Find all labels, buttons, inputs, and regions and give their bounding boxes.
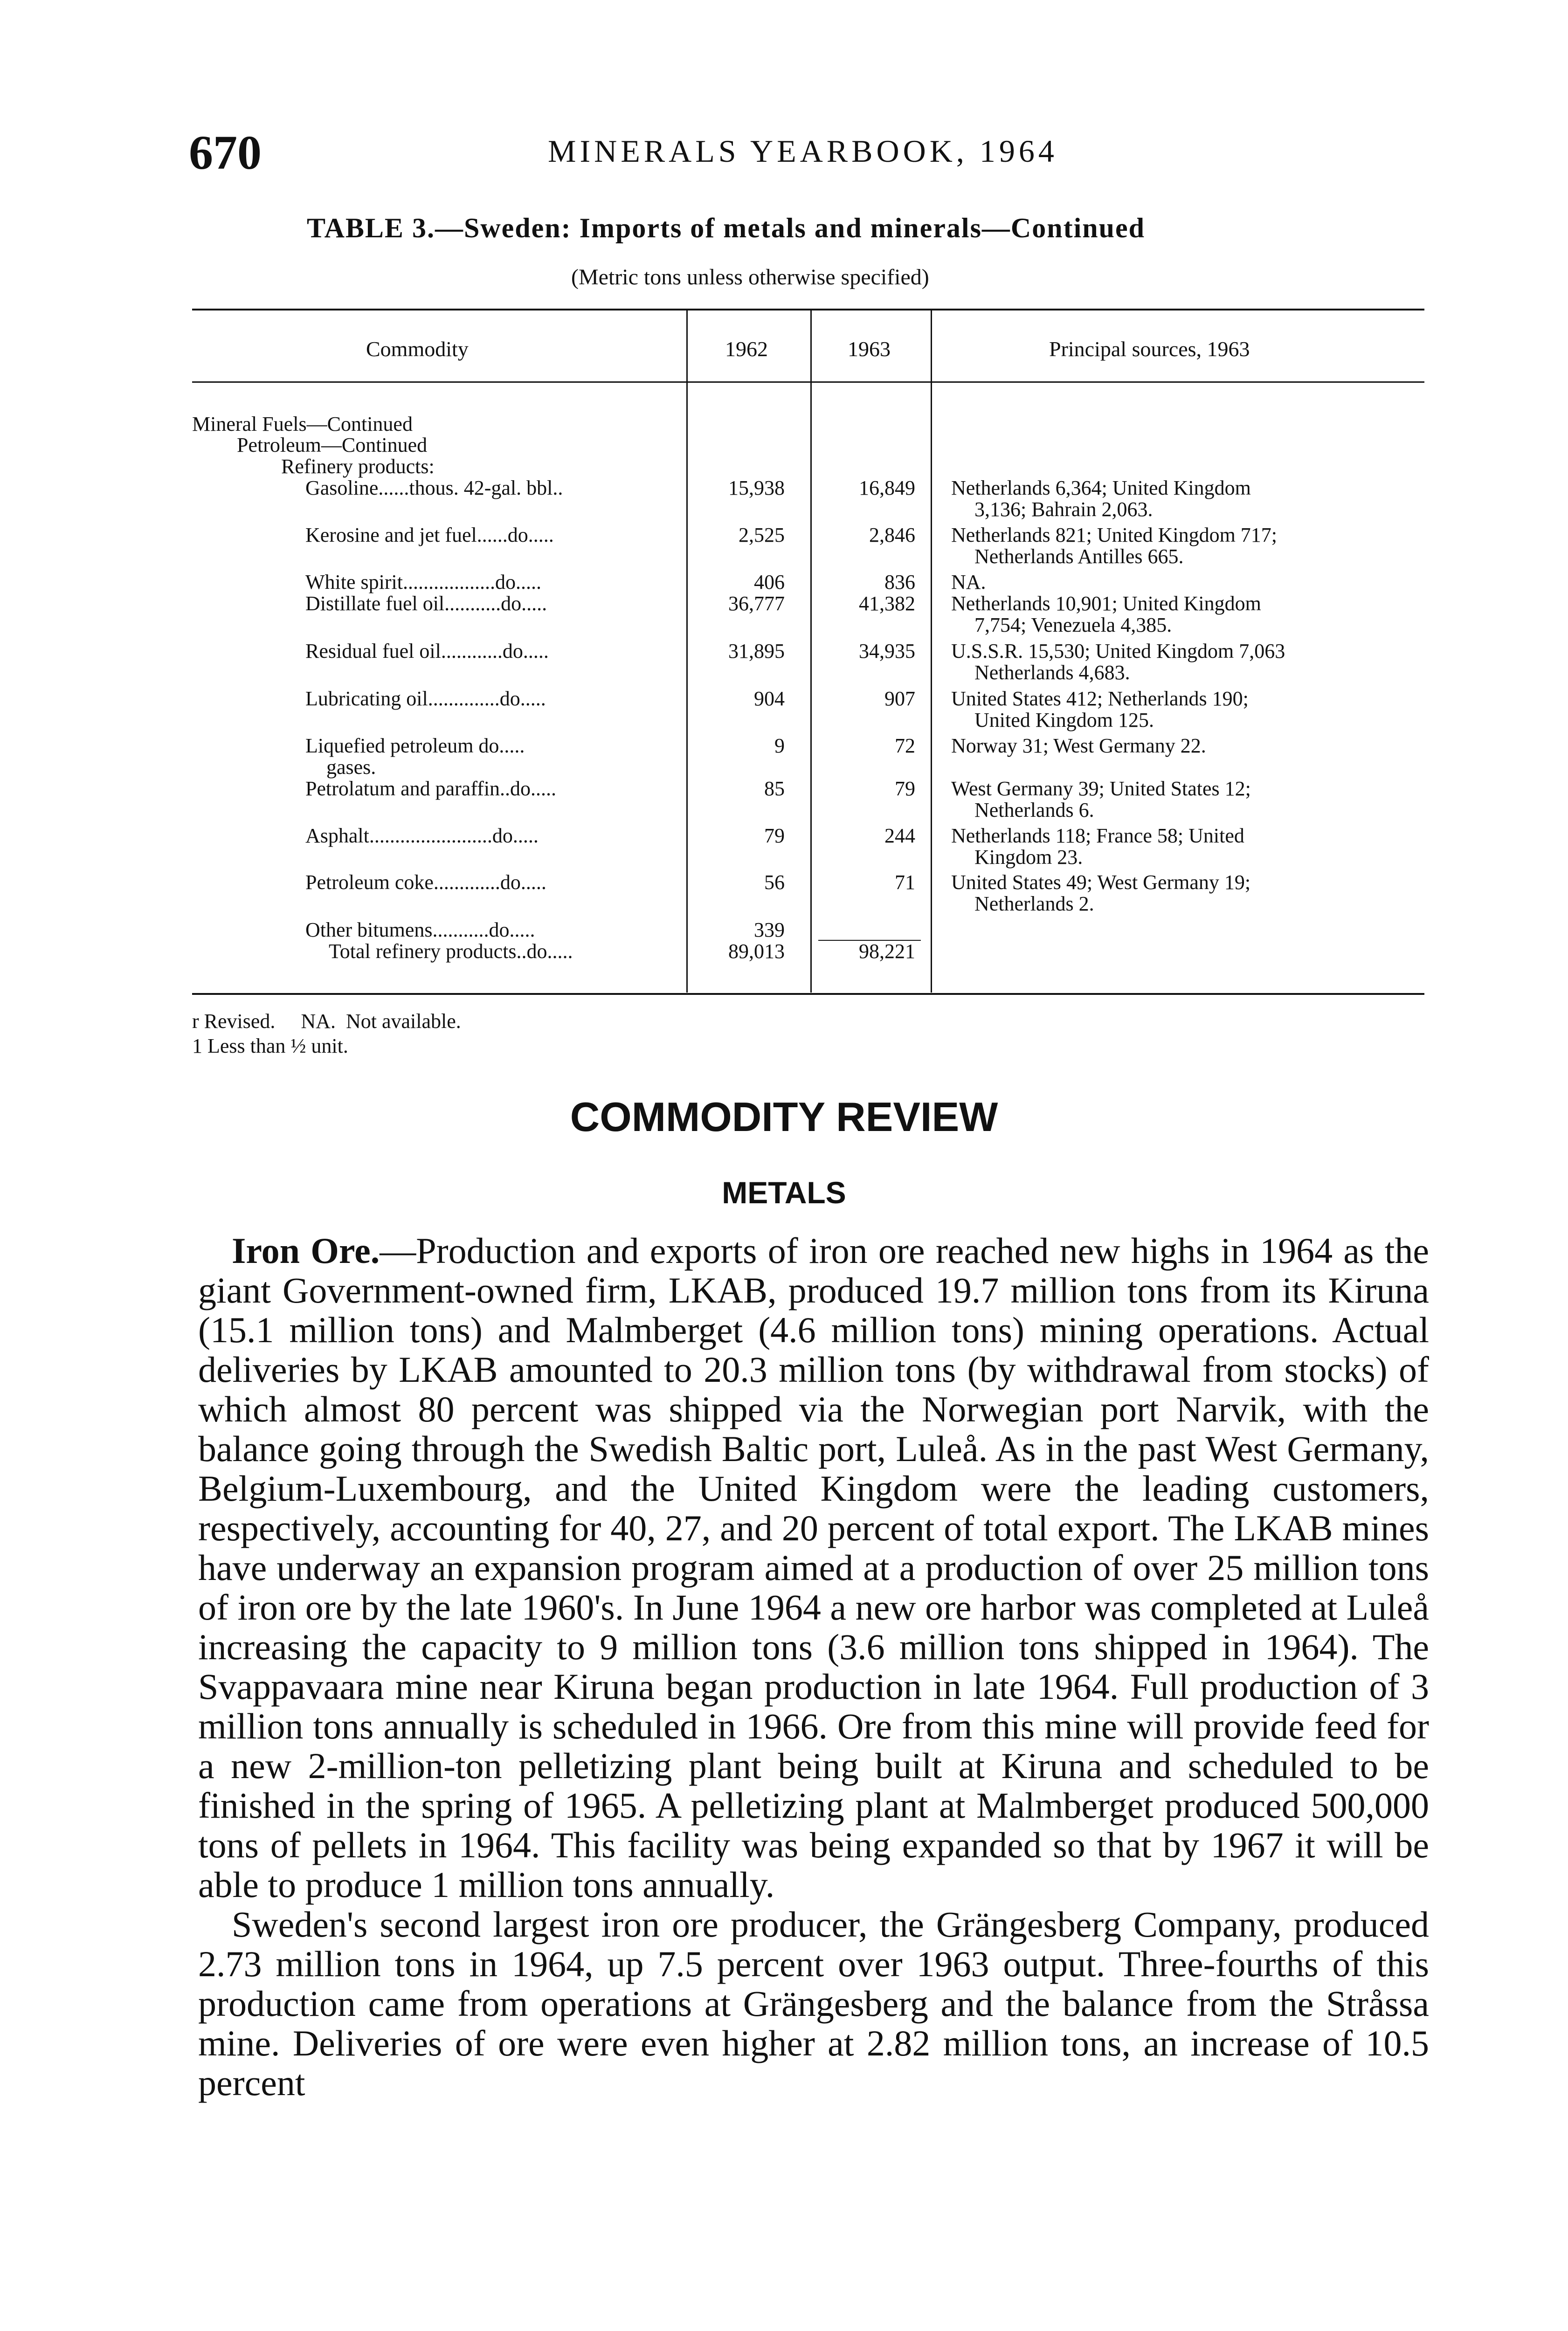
row-sources: Kingdom 23. [974, 846, 1083, 869]
row-value-1963: 836 [884, 571, 915, 593]
row-value-1963: 98,221 [859, 940, 915, 963]
row-value-1963: 72 [895, 734, 915, 757]
row-sources: U.S.S.R. 15,530; United Kingdom 7,063 [951, 640, 1285, 662]
row-value-1963: 907 [884, 687, 915, 710]
row-commodity: Asphalt........................do..... [305, 824, 539, 847]
paragraph-text: —Production and exports of iron ore reached new highs in 1964 as the giant Government-owned firm, LKAB, produced 19.7 million tons from its Kiruna (15.1 million tons) and Malmberget (4.6 million tons) mining operations. Actual deliveries by LKAB amounted to 20.3 million tons (by withdrawal from stocks) of which almost 80 percent was shipped via the Norwegian port Narvik, with the balance going through the Swedish Baltic port, Luleå. As in the past West Germany, Belgium-Luxembourg, and the United Kingdom were the leading customers, respectively, accounting for 40, 27, and 20 percent of total export. The LKAB mines have underway an expansion program aimed at a production of over 25 million tons of iron ore by the late 1960's. In June 1964 a new ore harbor was completed at Luleå increasing the capacity to 9 million tons (3.6 million tons shipped in 1964). The Svappavaara mine near Kiruna began production in late 1964. Full production of 3 million tons annually is scheduled in 1966. Ore from this mine will provide feed for a new 2-million-ton pelletizing plant being built at Kiruna and scheduled to be finished in the spring of 1965. A pelletizing plant at Malmberget produced 500,000 tons of pellets in 1964. This facility was being expanded so that by 1967 it will be able to produce 1 million tons annually. [198, 1230, 1429, 1905]
row-sources: West Germany 39; United States 12; [951, 777, 1251, 800]
row-value-1963: 71 [895, 871, 915, 894]
group-heading: Petroleum—Continued [237, 434, 428, 456]
row-value-1963: 41,382 [859, 592, 915, 615]
column-header-sources: Principal sources, 1963 [1049, 337, 1250, 361]
row-value-1962: 406 [754, 571, 785, 593]
column-divider [810, 310, 812, 993]
row-value-1962: 31,895 [728, 640, 785, 662]
column-divider [931, 310, 932, 993]
row-commodity: White spirit..................do..... [305, 571, 541, 593]
section-subheading: METALS [722, 1175, 846, 1210]
row-commodity: Petroleum coke.............do..... [305, 871, 546, 894]
column-header-commodity: Commodity [366, 337, 469, 361]
row-value-1963: 16,849 [859, 476, 915, 499]
row-value-1963: 34,935 [859, 640, 915, 662]
table-bottom-rule [192, 993, 1424, 995]
row-sources: 3,136; Bahrain 2,063. [974, 498, 1153, 521]
running-title: MINERALS YEARBOOK, 1964 [548, 133, 1058, 169]
runin-heading: Iron Ore. [232, 1230, 380, 1271]
row-commodity: Kerosine and jet fuel......do..... [305, 524, 554, 546]
paragraph [198, 1231, 1429, 1904]
table-title: TABLE 3.—Sweden: Imports of metals and minerals—Continued [307, 213, 1146, 243]
paragraph-text: Sweden's second largest iron ore producer, the Grängesberg Company, produced 2.73 million tons in 1964, up 7.5 percent over 1963 output. Three-fourths of this production came from operations at Grängesberg and the balance from the Stråssa mine. Deliveries of ore were even higher at 2.82 million tons, an increase of 10.5 percent [198, 1904, 1429, 2103]
row-value-1963: 79 [895, 777, 915, 800]
row-sources: Netherlands Antilles 665. [974, 545, 1184, 568]
row-value-1962: 89,013 [728, 940, 785, 963]
row-commodity: Distillate fuel oil...........do..... [305, 592, 547, 615]
column-header-1963: 1963 [848, 337, 891, 361]
row-commodity: Lubricating oil..............do..... [305, 687, 546, 710]
body-text [198, 1231, 1429, 2103]
group-heading: Refinery products: [281, 455, 435, 478]
row-sources: Netherlands 821; United Kingdom 717; [951, 524, 1278, 546]
row-sources: Netherlands 4,683. [974, 661, 1130, 684]
row-sources: United States 412; Netherlands 190; [951, 687, 1249, 710]
row-value-1962: 2,525 [739, 524, 785, 546]
page-number: 670 [189, 126, 262, 179]
row-value-1962: 85 [764, 777, 785, 800]
section-heading: COMMODITY REVIEW [570, 1094, 998, 1140]
row-sources: United Kingdom 125. [974, 709, 1154, 731]
row-commodity: Petrolatum and paraffin..do..... [305, 777, 557, 800]
row-commodity: Residual fuel oil............do..... [305, 640, 549, 662]
table-header-rule [192, 381, 1424, 383]
row-value-1962: 36,777 [728, 592, 785, 615]
paragraph [198, 1904, 1429, 2103]
table-top-rule [192, 309, 1424, 310]
column-divider [686, 310, 688, 993]
row-commodity: Other bitumens...........do..... [305, 918, 535, 941]
row-value-1962: 9 [774, 734, 785, 757]
row-value-1962: 339 [754, 918, 785, 941]
row-value-1963: 2,846 [869, 524, 915, 546]
row-commodity-continued: gases. [326, 756, 376, 779]
row-value-1963: 244 [884, 824, 915, 847]
row-sources: Netherlands 118; France 58; United [951, 824, 1244, 847]
row-sources: 7,754; Venezuela 4,385. [974, 614, 1172, 636]
row-value-1962: 904 [754, 687, 785, 710]
row-value-1962: 15,938 [728, 476, 785, 499]
footnote: 1 Less than ½ unit. [192, 1034, 348, 1057]
row-commodity-total: Total refinery products..do..... [329, 940, 573, 963]
row-sources: Netherlands 6. [974, 799, 1094, 821]
row-sources: Netherlands 2. [974, 892, 1094, 915]
row-value-1962: 56 [764, 871, 785, 894]
footnote: r Revised. NA. Not available. [192, 1010, 461, 1033]
row-sources: United States 49; West Germany 19; [951, 871, 1251, 894]
row-commodity: Liquefied petroleum do..... [305, 734, 525, 757]
row-value-1962: 79 [764, 824, 785, 847]
row-sources: Netherlands 6,364; United Kingdom [951, 476, 1251, 499]
group-heading: Mineral Fuels—Continued [192, 413, 413, 435]
row-sources: NA. [951, 571, 986, 593]
table-subtitle: (Metric tons unless otherwise specified) [571, 265, 929, 290]
row-sources: Norway 31; West Germany 22. [951, 734, 1206, 757]
row-sources: Netherlands 10,901; United Kingdom [951, 592, 1261, 615]
column-header-1962: 1962 [725, 337, 768, 361]
row-commodity: Gasoline......thous. 42-gal. bbl.. [305, 476, 563, 499]
